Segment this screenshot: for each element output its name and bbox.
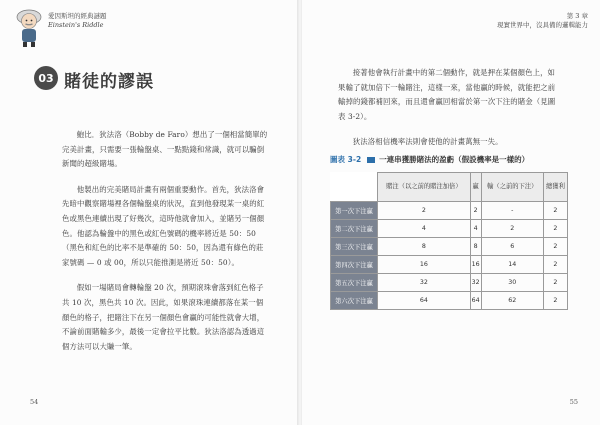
table-cell: 16 [378,256,471,274]
page-number-left: 54 [30,398,39,406]
table-cell: 2 [543,274,567,292]
table-cell: 8 [378,238,471,256]
row-label: 第六次下注贏 [331,292,378,310]
paragraph: 接著他會執行計畫中的第二個動作，就是押在某個顏色上，如果輸了就加倍下一輪賭注，這樣一來，當他贏的時候，就能把之前輸掉的錢都補回來，而且還會贏回相當於第一次下注的賭金（見圖表 3-2）。 [338,68,556,121]
left-body-text [62,128,268,365]
book-title-en: Einstein's Riddle [48,21,104,29]
table-cell: 2 [543,220,567,238]
left-page [0,0,298,425]
betting-table [330,172,568,310]
paragraph: 鮑比．狄法洛（Bobby de Faro）想出了一個相當簡單的完美計畫，只需要一張輪盤桌、一點點錢和常識，就可以騙倒新聞的超級賭場。 [62,130,268,169]
caption-bar-icon [367,157,375,163]
table-cell: 2 [470,202,481,220]
table-cell: 30 [481,274,543,292]
table-header-row [331,173,568,202]
table-cell: 2 [481,220,543,238]
paragraph: 他製出的完美賭局計畫有兩個重要動作。首先，狄法洛會先暗中觀察賭場裡各個輪盤桌的狀況，直到他發現某一桌的紅色或黑色連續出現了好幾次，這時他就會加入，並賭另一個顏色。他認為輪盤中的黑色或紅色號碼的機率將近是 50：50（黑色和紅色的比率不是準確的 50：50，因為還有綠色的莊家號碼 — 0 或 00，所以只能推測是將近 50：50）。 [62,184,265,267]
table-row [331,256,568,274]
column-header: 總獲利 [543,173,567,202]
table-cell: 6 [481,238,543,256]
row-label: 第四次下注贏 [331,256,378,274]
einstein-avatar-icon [14,8,44,48]
book-title-zh: 愛因斯坦的經典謎題 [48,12,107,20]
table-cell: 8 [470,238,481,256]
table-cell: 62 [481,292,543,310]
section-number-badge: 03 [34,66,58,90]
page-number-right: 55 [569,398,578,406]
figure-caption [330,154,529,165]
table-row [331,292,568,310]
table-cell: 16 [470,256,481,274]
section-title: 賭徒的謬誤 [64,72,154,92]
column-header: 賭注（以之前的賭注加倍） [378,173,471,202]
table-cell: 2 [543,202,567,220]
table-cell: 4 [378,220,471,238]
table-row [331,274,568,292]
table-cell: 14 [481,256,543,274]
right-body-text [338,66,556,161]
column-header: 輸（之前的下注） [481,173,543,202]
chapter-header [497,12,588,30]
row-label: 第三次下注贏 [331,238,378,256]
table-cell: 4 [470,220,481,238]
paragraph: 假如一場賭局會轉輪盤 20 次，預期滾珠會落到紅色格子共 10 次，黑色共 10 次。因此，如果滾珠連續都落在某一個顏色的格子，把賭注下在另一個顏色會贏的可能性就會大增，不論前面賭輸多少，最後一定會拉平比數。狄法洛認為透過這個方法可以大賺一筆。 [62,283,265,351]
row-label: 第二次下注贏 [331,220,378,238]
table-row [331,238,568,256]
figure-title: 一連串獲勝賭法的盈虧（假設機率是一樣的） [379,155,530,164]
column-header: 贏 [470,173,481,202]
table-cell: 64 [378,292,471,310]
table-row [331,220,568,238]
table-cell: 2 [543,292,567,310]
table-cell: 2 [543,256,567,274]
table-cell: 32 [378,274,471,292]
chapter-subtitle: 現實世界中，沒具備的邏輯能力 [497,21,588,29]
row-label: 第五次下注贏 [331,274,378,292]
table-row [331,202,568,220]
table-cell: 32 [470,274,481,292]
row-label: 第一次下注贏 [331,202,378,220]
table-cell: 2 [543,238,567,256]
paragraph: 狄法洛相信機率法則會使他的計畫萬無一失。 [352,137,503,147]
chapter-number: 第 3 章 [566,12,588,20]
figure-label: 圖表 3-2 [330,155,362,164]
table-cell: 64 [470,292,481,310]
table-cell: 2 [378,202,471,220]
book-title [48,12,107,30]
table-corner-cell [331,173,378,202]
table-cell: - [481,202,543,220]
